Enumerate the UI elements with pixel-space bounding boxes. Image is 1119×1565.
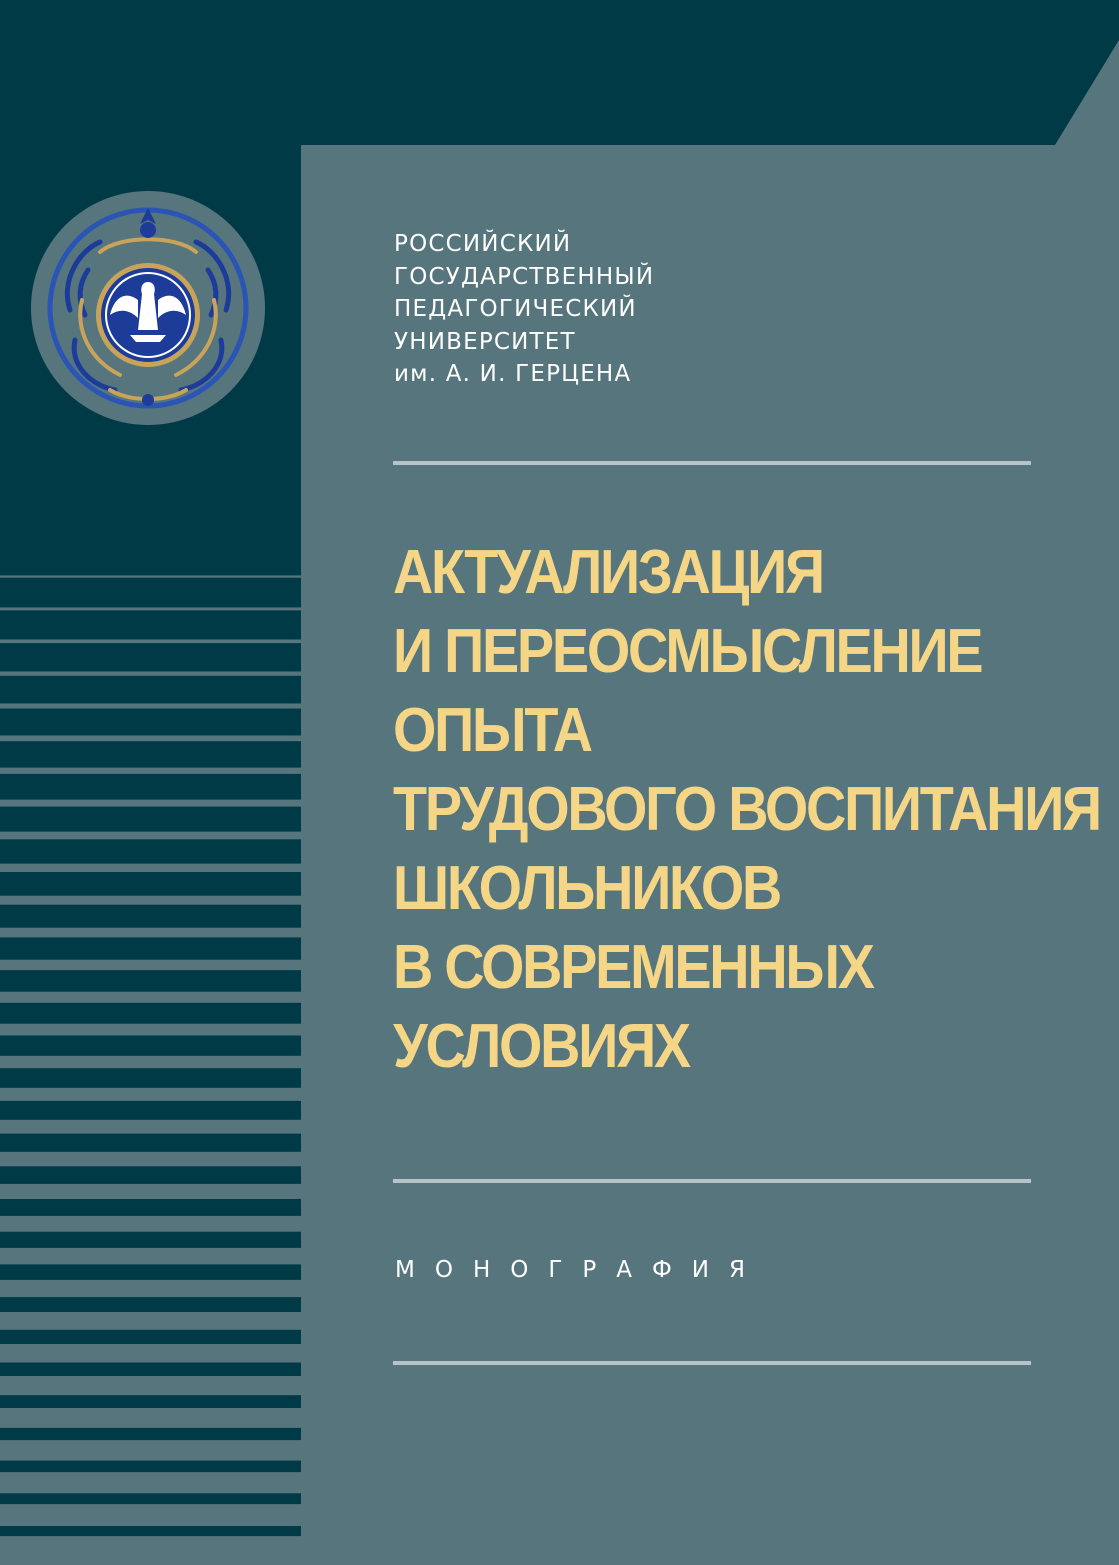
stripe-band — [0, 774, 301, 800]
university-line: ПЕДАГОГИЧЕСКИЙ — [394, 296, 637, 322]
stripe-band — [0, 905, 301, 928]
title-line: И ПЕРЕОСМЫСЛЕНИЕ — [393, 617, 982, 686]
university-line: ГОСУДАРСТВЕННЫЙ — [394, 263, 655, 290]
stripe-band — [0, 970, 301, 992]
stripe-band — [0, 839, 301, 863]
stripe-band — [0, 937, 301, 959]
stripe-band — [0, 610, 301, 639]
stripe-band — [0, 1428, 301, 1440]
university-name — [394, 228, 654, 391]
stripe-band — [0, 643, 301, 671]
divider-rule-bottom — [393, 1361, 1031, 1365]
stripe-band — [0, 1297, 301, 1312]
stripe-band — [0, 1036, 301, 1056]
stripe-band — [0, 1068, 301, 1088]
title-line: ШКОЛЬНИКОВ — [393, 854, 781, 923]
genre-label: МОНОГРАФИЯ — [395, 1257, 765, 1283]
book-title — [393, 533, 1100, 1086]
stripe-band — [0, 1363, 301, 1377]
stripe-band — [0, 807, 301, 832]
stripe-band — [0, 741, 301, 767]
stripe-band — [0, 578, 301, 608]
stripe-band — [0, 1330, 301, 1344]
university-crest-pelican-icon — [30, 190, 266, 426]
left-stripes-decoration — [0, 545, 301, 1565]
stripe-band — [0, 1264, 301, 1280]
stripe-band — [0, 1199, 301, 1216]
university-line: им. А. И. ГЕРЦЕНА — [394, 361, 632, 387]
divider-rule-middle — [393, 1179, 1031, 1183]
stripe-band — [0, 1526, 301, 1536]
stripe-band — [0, 1166, 301, 1184]
stripe-band — [0, 1461, 301, 1473]
stripe-band — [0, 709, 301, 736]
title-line: В СОВРЕМЕННЫХ — [393, 933, 873, 1002]
divider-rule-top — [393, 461, 1031, 465]
stripe-band — [0, 872, 301, 896]
stripe-band — [0, 1232, 301, 1248]
stripe-band — [0, 1003, 301, 1024]
title-line: ОПЫТА — [393, 696, 591, 765]
corner-cut-decoration — [1040, 0, 1119, 145]
stripe-band — [0, 676, 301, 704]
title-line: ТРУДОВОГО ВОСПИТАНИЯ — [393, 775, 1100, 844]
title-line: УСЛОВИЯХ — [393, 1012, 689, 1081]
university-line: РОССИЙСКИЙ — [394, 231, 572, 257]
stripe-band — [0, 1134, 301, 1152]
stripe-band — [0, 545, 301, 575]
stripe-band — [0, 1493, 301, 1504]
university-line: УНИВЕРСИТЕТ — [394, 328, 576, 355]
stripe-band — [0, 1101, 301, 1120]
title-line: АКТУАЛИЗАЦИЯ — [393, 538, 823, 607]
stripe-band — [0, 1395, 301, 1408]
